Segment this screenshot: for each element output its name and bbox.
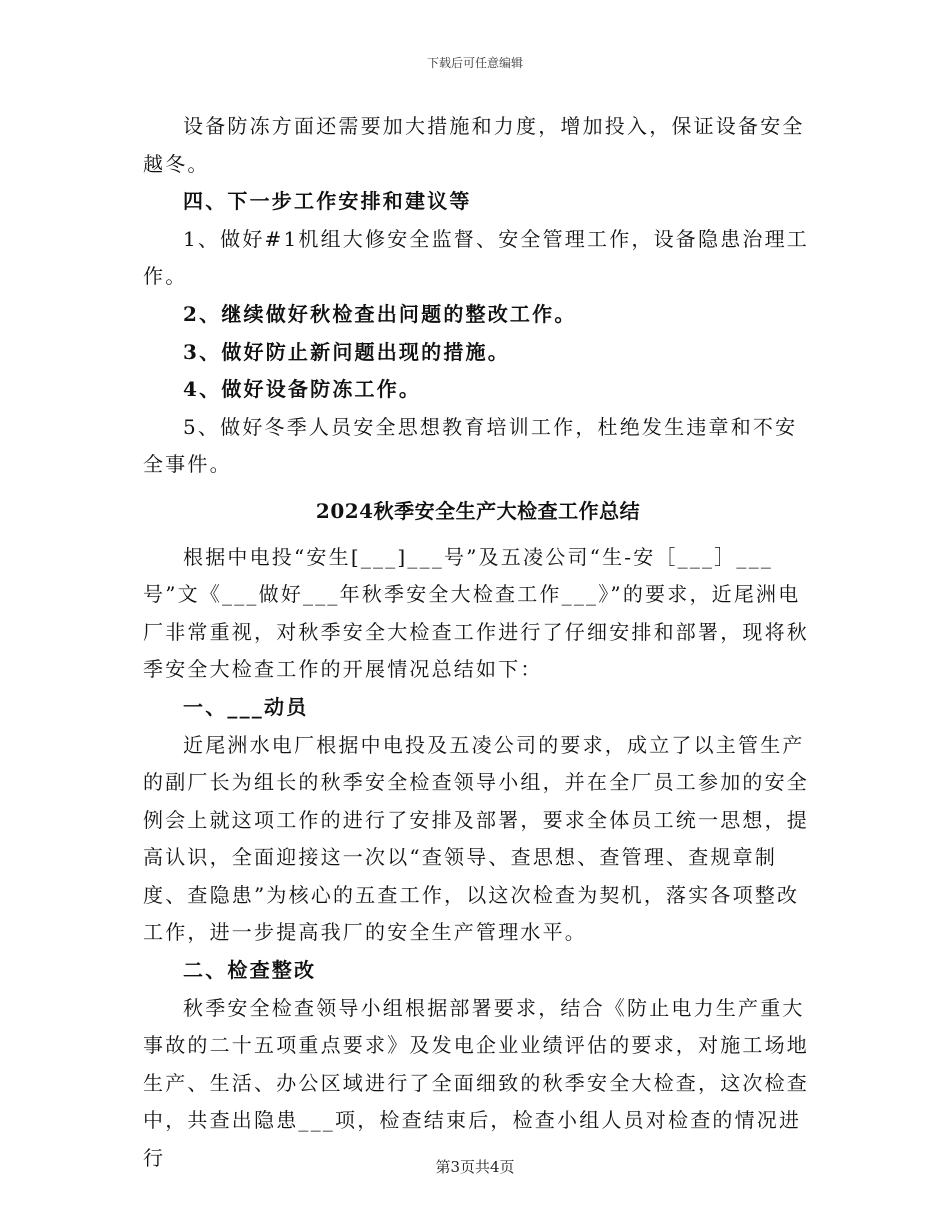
- list-item-2: 2、继续做好秋检查出问题的整改工作。: [183, 301, 577, 326]
- list-item-1: 1、做好#1机组大修安全监督、安全管理工作，设备隐患治理工作。: [143, 226, 810, 289]
- list-item-5: 5、做好冬季人员安全思想教育培训工作，杜绝发生违章和不安全事件。: [143, 414, 798, 477]
- document-body: [143, 108, 813, 1178]
- list-item-4: 4、做好设备防冻工作。: [183, 377, 422, 402]
- section-1-body: 近尾洲水电厂根据中电投及五凌公司的要求，成立了以主管生产的副厂长为组长的秋季安全检查领导小组，并在全厂员工参加的安全例会上就这项工作的进行了安排及部署，要求全体员工统一思想，提高认识，全面迎接这一次以“查领导、查思想、查管理、查规章制度、查隐患”为核心的五查工作，以这次检查为契机，落实各项整改工作，进一步提高我厂的安全生产管理水平。: [143, 732, 809, 945]
- section-2-heading: 二、检查整改: [183, 958, 317, 983]
- page-header-note: 下载后可任意编辑: [426, 56, 523, 70]
- section-4-heading: 四、下一步工作安排和建议等: [183, 189, 472, 214]
- paragraph-antifreeze: 设备防冻方面还需要加大措施和力度，增加投入，保证设备安全越冬。: [143, 114, 805, 176]
- list-item-3: 3、做好防止新问题出现的措施。: [183, 339, 510, 364]
- section-1-heading: 一、___动员: [183, 694, 309, 719]
- section-2-body: 秋季安全检查领导小组根据部署要求，结合《防止电力生产重大事故的二十五项重点要求》及发电企业业绩评估的要求，对施工场地生产、生活、办公区域进行了全面细致的秋季安全大检查，这次检查中，共查出隐患___项，检查结束后，检查小组人员对检查的情况进行: [143, 995, 809, 1171]
- page-number-footer: 第3页共4页: [435, 1158, 515, 1176]
- intro-paragraph: 根据中电投“安生[___]___号”及五凌公司“生-安［___］___号”文《___做好___年秋季安全大检查工作___》”的要求，近尾洲电厂非常重视，对秋季安全大检查工作进行了仔细安排和部署，现将秋季安全大检查工作的开展情况总结如下：: [143, 544, 809, 682]
- document-title: 2024秋季安全生产大检查工作总结: [315, 498, 641, 523]
